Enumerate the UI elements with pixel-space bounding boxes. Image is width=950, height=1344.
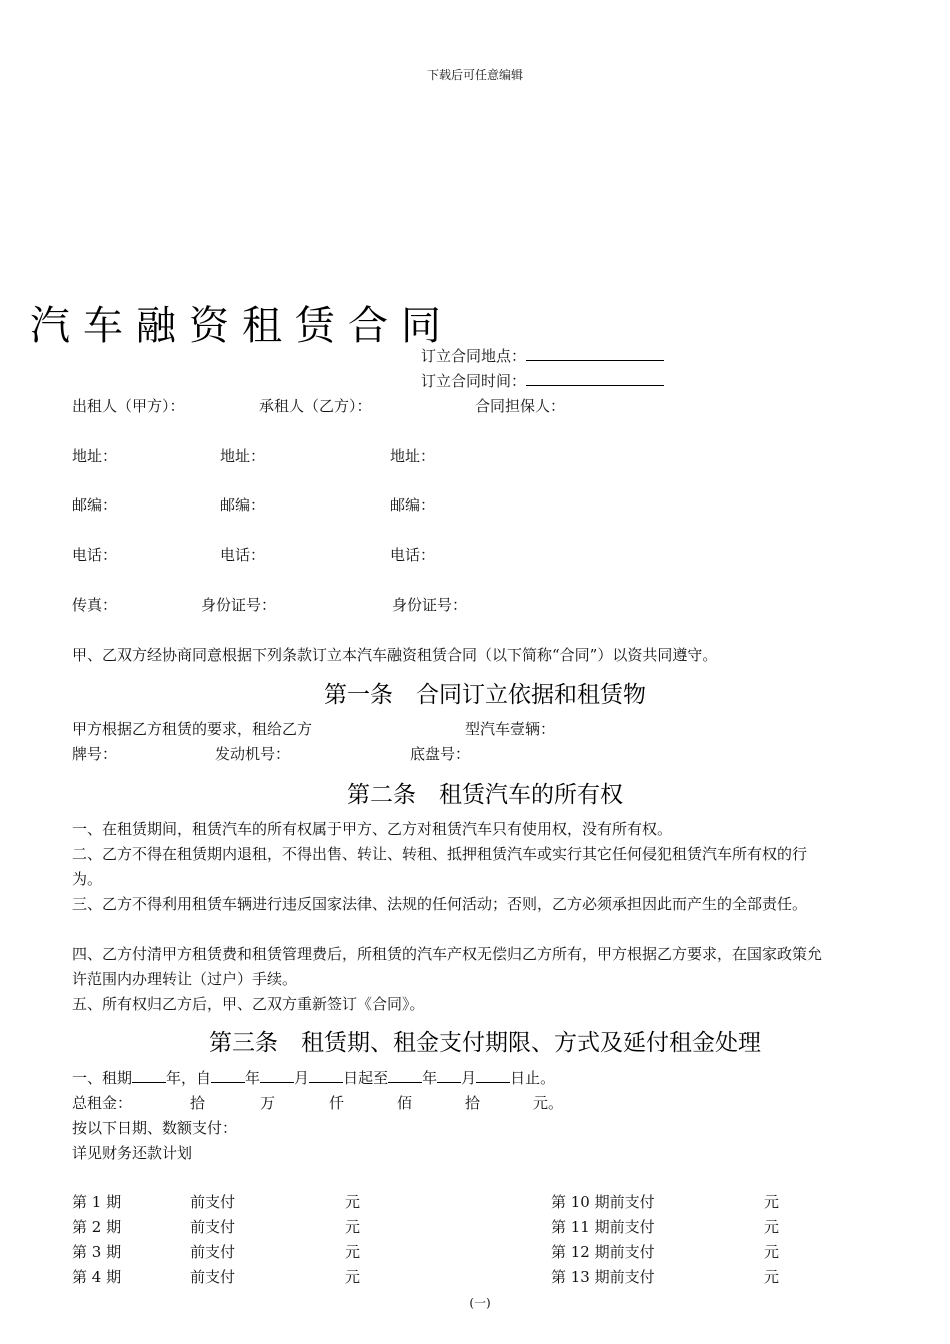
schedule-right-1-period: 第 10 期前支付 — [551, 1193, 655, 1211]
sign-time-label: 订立合同时间： — [421, 372, 527, 390]
end-year-label: 年 — [422, 1069, 438, 1087]
total-unit-shi-wan: 拾 — [190, 1094, 206, 1112]
total-unit-bai: 佰 — [397, 1094, 413, 1112]
schedule-left-1-unit: 元 — [345, 1193, 361, 1211]
lessee-postcode-label: 邮编： — [220, 496, 266, 514]
total-rent-label: 总租金： — [72, 1094, 133, 1112]
lease-term-line — [72, 1068, 555, 1088]
section-2-title: 第二条 租赁汽车的所有权 — [347, 782, 623, 808]
end-day-label: 日止。 — [510, 1069, 556, 1087]
sign-place-blank — [526, 346, 664, 361]
engine-label: 发动机号： — [215, 745, 291, 763]
end-month-blank — [437, 1068, 461, 1083]
lessee-label: 承租人（乙方）： — [259, 397, 372, 415]
schedule-left-2-pay: 前支付 — [190, 1218, 236, 1236]
schedule-left-4-period: 第 4 期 — [72, 1268, 122, 1286]
sec1-vehicle-model: 型汽车壹辆： — [465, 720, 556, 738]
document-title: 汽车融资租赁合同 — [30, 303, 454, 349]
sec2-item-4: 四、乙方付清甲方租赁费和租赁管理费后，所租赁的汽车产权无偿归乙方所有，甲方根据乙方要求，在国家政策允许范围内办理转让（过户）手续。 — [72, 945, 823, 988]
schedule-right-2-unit: 元 — [764, 1218, 780, 1236]
sec2-item-3: 三、乙方不得利用租赁车辆进行违反国家法律、法规的任何活动；否则，乙方必须承担因此而产生的全部责任。 — [72, 895, 808, 913]
sign-place-row — [421, 346, 664, 366]
schedule-left-3-period: 第 3 期 — [72, 1243, 122, 1261]
lessee-address-label: 地址： — [220, 447, 266, 465]
schedule-left-1-period: 第 1 期 — [72, 1193, 122, 1211]
pay-by-text: 按以下日期、数额支付： — [72, 1119, 238, 1137]
schedule-left-4-unit: 元 — [345, 1268, 361, 1286]
header-note: 下载后可任意编辑 — [426, 68, 523, 82]
intro-paragraph: 甲、乙双方经协商同意根据下列条款订立本汽车融资租赁合同（以下简称“合同”）以资共同遵守。 — [72, 646, 718, 664]
lessee-id-label: 身份证号： — [201, 596, 277, 614]
start-year-label: 年 — [245, 1069, 261, 1087]
end-year-blank — [388, 1068, 422, 1083]
sign-time-row — [421, 371, 664, 391]
guarantor-phone-label: 电话： — [390, 546, 436, 564]
lessor-postcode-label: 邮编： — [72, 496, 118, 514]
end-day-blank — [476, 1068, 510, 1083]
term-nian: 年，自 — [166, 1069, 212, 1087]
lessor-label: 出租人（甲方）： — [72, 397, 185, 415]
schedule-left-2-unit: 元 — [345, 1218, 361, 1236]
guarantor-label: 合同担保人： — [475, 397, 566, 415]
sign-time-blank — [526, 371, 664, 386]
start-month-label: 月 — [294, 1069, 310, 1087]
schedule-right-3-period: 第 12 期前支付 — [551, 1243, 655, 1261]
total-unit-qian: 仟 — [329, 1094, 345, 1112]
section-3-title: 第三条 租赁期、租金支付期限、方式及延付租金处理 — [209, 1030, 761, 1056]
section-1-title: 第一条 合同订立依据和租赁物 — [324, 682, 646, 708]
start-day-label: 日起至 — [343, 1069, 389, 1087]
schedule-left-1-pay: 前支付 — [190, 1193, 236, 1211]
schedule-left-4-pay: 前支付 — [190, 1268, 236, 1286]
guarantor-id-label: 身份证号： — [392, 596, 468, 614]
lessor-address-label: 地址： — [72, 447, 118, 465]
schedule-right-2-period: 第 11 期前支付 — [551, 1218, 655, 1236]
start-year-blank — [211, 1068, 245, 1083]
term-prefix: 一、租期 — [72, 1069, 133, 1087]
schedule-left-3-unit: 元 — [345, 1243, 361, 1261]
plate-label: 牌号： — [72, 745, 118, 763]
sec2-item-5: 五、所有权归乙方后，甲、乙双方重新签订《合同》。 — [72, 995, 425, 1013]
total-unit-shi: 拾 — [465, 1094, 481, 1112]
schedule-right-4-unit: 元 — [764, 1268, 780, 1286]
guarantor-address-label: 地址： — [390, 447, 436, 465]
schedule-right-1-unit: 元 — [764, 1193, 780, 1211]
page-number: (一) — [469, 1296, 491, 1310]
schedule-left-3-pay: 前支付 — [190, 1243, 236, 1261]
lessor-fax-label: 传真： — [72, 596, 118, 614]
schedule-right-4-period: 第 13 期前支付 — [551, 1268, 655, 1286]
term-years-blank — [132, 1068, 166, 1083]
see-schedule-text: 详见财务还款计划 — [72, 1144, 193, 1162]
total-unit-wan: 万 — [260, 1094, 276, 1112]
total-unit-yuan: 元。 — [533, 1094, 564, 1112]
sign-place-label: 订立合同地点： — [421, 347, 527, 365]
sec2-item-1: 一、在租赁期间，租赁汽车的所有权属于甲方、乙方对租赁汽车只有使用权，没有所有权。 — [72, 820, 673, 838]
chassis-label: 底盘号： — [410, 745, 471, 763]
guarantor-postcode-label: 邮编： — [390, 496, 436, 514]
sec1-lease-text: 甲方根据乙方租赁的要求，租给乙方 — [72, 720, 313, 738]
start-month-blank — [260, 1068, 294, 1083]
start-day-blank — [309, 1068, 343, 1083]
lessee-phone-label: 电话： — [220, 546, 266, 564]
end-month-label: 月 — [461, 1069, 477, 1087]
schedule-right-3-unit: 元 — [764, 1243, 780, 1261]
schedule-left-2-period: 第 2 期 — [72, 1218, 122, 1236]
sec2-item-2: 二、乙方不得在租赁期内退租，不得出售、转让、转租、抵押租赁汽车或实行其它任何侵犯租赁汽车所有权的行为。 — [72, 845, 808, 888]
lessor-phone-label: 电话： — [72, 546, 118, 564]
